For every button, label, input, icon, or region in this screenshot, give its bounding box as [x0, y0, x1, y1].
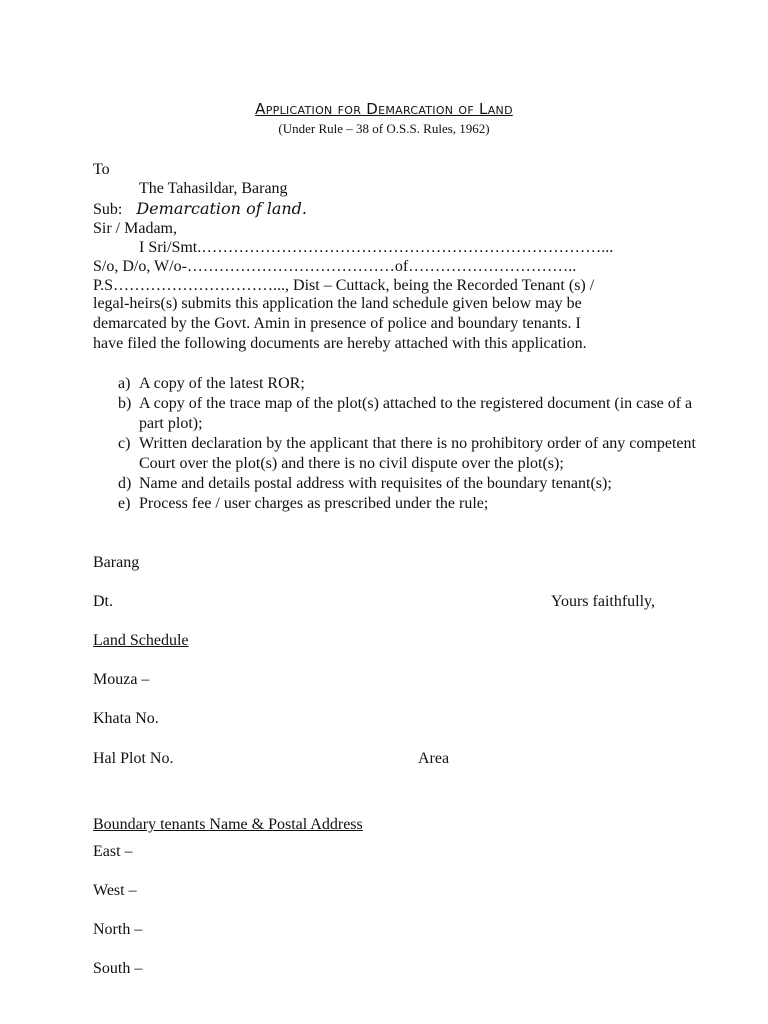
- west-label: West –: [93, 882, 137, 899]
- body-line: demarcated by the Govt. Amin in presence of police and boundary tenants. I: [93, 315, 581, 332]
- list-marker: d): [118, 475, 132, 492]
- land-schedule-heading: Land Schedule: [93, 632, 189, 649]
- list-item: [118, 474, 698, 494]
- to-label: To: [93, 161, 110, 178]
- place: Barang: [93, 554, 140, 571]
- khata-label: Khata No.: [93, 710, 159, 727]
- salutation: Sir / Madam,: [93, 220, 177, 237]
- document-subtitle: (Under Rule – 38 of O.S.S. Rules, 1962): [278, 121, 490, 136]
- list-marker: a): [118, 375, 131, 392]
- mouza-label: Mouza –: [93, 671, 150, 688]
- list-item: [118, 374, 698, 394]
- list-item-text: Name and details postal address with requisites of the boundary tenant(s);: [139, 475, 612, 492]
- body-line: legal-heirs(s) submits this application the land schedule given below may be: [93, 295, 582, 312]
- subject-text: Demarcation of land.: [136, 199, 307, 218]
- list-marker: e): [118, 495, 131, 512]
- body-paragraph: [93, 294, 683, 354]
- south-label: South –: [93, 960, 143, 977]
- date-label: Dt.: [93, 593, 113, 610]
- list-item-text: A copy of the trace map of the plot(s) attached to the registered document (in case of a part plot);: [139, 395, 693, 432]
- list-item: [118, 434, 698, 474]
- list-item-text: Process fee / user charges as prescribed under the rule;: [139, 495, 489, 512]
- closing: Yours faithfully,: [551, 593, 656, 610]
- boundary-heading: Boundary tenants Name & Postal Address: [93, 816, 363, 833]
- subject-line: [93, 199, 307, 220]
- list-item: [118, 494, 698, 514]
- list-marker: c): [118, 435, 131, 452]
- subject-label: Sub:: [93, 201, 123, 218]
- north-label: North –: [93, 921, 143, 938]
- east-label: East –: [93, 843, 133, 860]
- documents-list: [118, 374, 698, 514]
- applicant-line: I Sri/Smt.…………………………………………………………………...: [139, 239, 614, 256]
- addressee: The Tahasildar, Barang: [139, 180, 288, 197]
- relation-line: S/o, D/o, W/o-…………………………………of…………………………..: [93, 258, 577, 275]
- police-station-line: P.S…………………………..., Dist – Cuttack, being the Recorded Tenant (s) /: [93, 277, 595, 294]
- list-item-text: A copy of the latest ROR;: [139, 375, 305, 392]
- body-line: have filed the following documents are hereby attached with this application.: [93, 335, 587, 352]
- document-title: Application for Demarcation of Land: [255, 100, 513, 118]
- list-item: [118, 394, 698, 434]
- list-item-text: Written declaration by the applicant that there is no prohibitory order of any competent Court over the plot(s) and there is no civil dispute over the plot(s);: [139, 435, 696, 472]
- list-marker: b): [118, 395, 132, 412]
- hal-plot-label: Hal Plot No.: [93, 750, 174, 767]
- area-label: Area: [418, 750, 450, 767]
